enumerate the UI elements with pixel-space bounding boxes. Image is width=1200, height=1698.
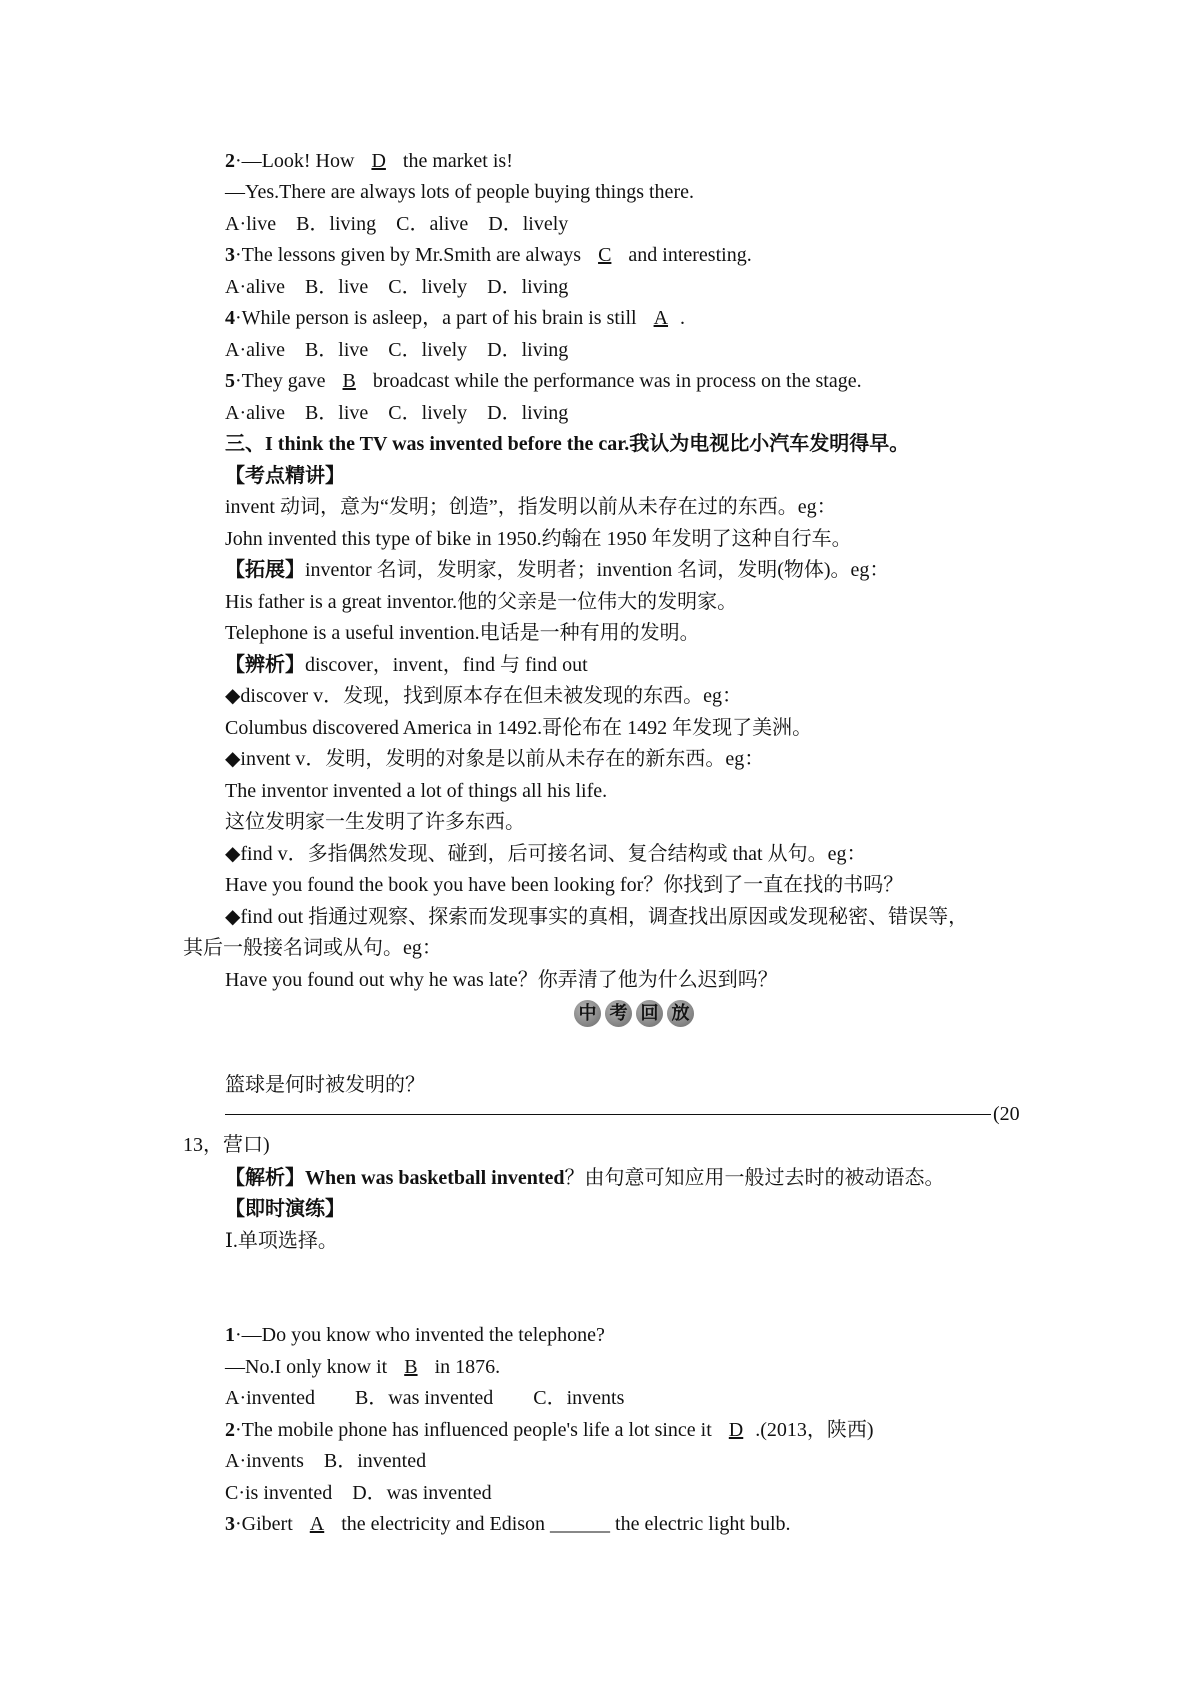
- text-line-q5o: [225, 398, 1030, 428]
- text-segment: 篮球是何时被发明的？: [225, 1074, 425, 1096]
- answer-line: [225, 1114, 991, 1115]
- text-line-p2o: [225, 1446, 1030, 1476]
- text-segment: 【解析】When was basketball invented: [225, 1167, 565, 1189]
- text-segment: Have you found out why he was late？你弄清了他为什么迟到吗？: [225, 969, 778, 991]
- text-segment: 3: [225, 1513, 235, 1535]
- text-segment: ·They gave: [235, 370, 331, 392]
- text-line-p1: [225, 1320, 1030, 1350]
- text-line-i2: [225, 776, 1030, 806]
- text-segment: 5: [225, 370, 235, 392]
- text-line-kd: [225, 461, 1030, 491]
- text-line-bx: [225, 650, 1030, 680]
- text-line-i1: [225, 744, 1030, 774]
- text-line-js: [225, 1194, 1030, 1224]
- answer-blank: D: [371, 150, 386, 172]
- answer-blank: A: [653, 307, 669, 329]
- text-line-p1o: [225, 1383, 1030, 1413]
- text-segment: broadcast while the performance was in process on the stage.: [367, 370, 862, 392]
- text-segment: C·is invented D．was invented: [225, 1482, 492, 1504]
- text-segment: A·alive B．live C．lively D．living: [225, 339, 569, 361]
- text-segment: A·alive B．live C．lively D．living: [225, 402, 569, 424]
- banner-char: 考: [605, 1000, 632, 1027]
- text-segment: ？由句意可知应用一般过去时的被动语态。: [564, 1167, 945, 1189]
- text-segment: discover，invent，find 与 find out: [305, 654, 588, 676]
- text-line-p2o2: [225, 1478, 1030, 1508]
- text-segment: 3: [225, 244, 235, 266]
- text-segment: John invented this type of bike in 1950.约翰在 1950 年发明了这种自行车。: [225, 528, 852, 550]
- text-line-q5: [225, 366, 1030, 396]
- text-line-q2o: [225, 209, 1030, 239]
- text-line-inv: [225, 492, 1030, 522]
- text-segment: 4: [225, 307, 235, 329]
- text-segment: ·The mobile phone has influenced people's life a lot since it: [235, 1419, 717, 1441]
- text-line-tz3: [225, 618, 1030, 648]
- text-line-h3: [225, 429, 1030, 459]
- text-segment: A·alive B．live C．lively D．living: [225, 276, 569, 298]
- text-line-d2: [225, 713, 1030, 743]
- text-line-p1b: [225, 1352, 1030, 1382]
- text-segment: .: [680, 307, 686, 329]
- banner-char: 回: [636, 1000, 663, 1027]
- text-line-q4o: [225, 335, 1030, 365]
- text-segment: 【辨析】: [225, 654, 305, 676]
- year-fragment: (20: [993, 1103, 1020, 1125]
- text-segment: Ⅰ.单项选择。: [225, 1230, 338, 1252]
- text-segment: 2: [225, 1419, 235, 1441]
- section-banner: [574, 1000, 694, 1030]
- text-segment: 13，营口): [183, 1134, 270, 1156]
- text-line-lq: [225, 1070, 1030, 1100]
- text-segment: invent 动词，意为“发明；创造”，指发明以前从未存在过的东西。eg：: [225, 496, 837, 518]
- text-line-q3o: [225, 272, 1030, 302]
- answer-blank: B: [342, 370, 356, 392]
- answer-blank: D: [728, 1419, 744, 1441]
- text-segment: ·—Look! How: [235, 150, 360, 172]
- text-line-q3: [225, 240, 1030, 270]
- text-segment: ·Gibert: [235, 1513, 298, 1535]
- text-segment: the market is!: [397, 150, 513, 172]
- text-line-q2b: [225, 177, 1030, 207]
- text-segment: —Yes.There are always lots of people buying things there.: [225, 181, 694, 203]
- text-segment: A·live B．living C．alive D．lively: [225, 213, 569, 235]
- text-segment: 这位发明家一生发明了许多东西。: [225, 811, 525, 833]
- text-line-dx: [225, 1226, 1030, 1256]
- answer-blank: B: [404, 1356, 418, 1378]
- text-line-q2: [225, 146, 1030, 176]
- text-segment: and interesting.: [623, 244, 752, 266]
- text-segment: 2: [225, 150, 235, 172]
- text-line-i3: [225, 807, 1030, 837]
- text-segment: 【考点精讲】: [225, 465, 345, 487]
- text-segment: .(2013，陕西): [755, 1419, 874, 1441]
- text-segment: 【即时演练】: [225, 1198, 345, 1220]
- text-segment: in 1876.: [429, 1356, 501, 1378]
- text-segment: A·invented B．was invented C．invents: [225, 1387, 625, 1409]
- text-segment: 【拓展】: [225, 559, 305, 581]
- text-segment: His father is a great inventor.他的父亲是一位伟大的发明家。: [225, 591, 738, 613]
- text-segment: inventor 名词，发明家，发明者；invention 名词，发明(物体)。eg：: [305, 559, 890, 581]
- text-line-fo1: [225, 902, 1030, 932]
- text-segment: Columbus discovered America in 1492.哥伦布在 1492 年发现了美洲。: [225, 717, 813, 739]
- text-segment: ·—Do you know who invented the telephone?: [235, 1324, 605, 1346]
- banner-char: 中: [574, 1000, 601, 1027]
- text-line-tz2: [225, 587, 1030, 617]
- text-line-p2: [225, 1415, 1030, 1445]
- text-segment: Have you found the book you have been looking for？你找到了一直在找的书吗？: [225, 874, 904, 896]
- text-segment: ◆discover v．发现，找到原本存在但未被发现的东西。eg：: [225, 685, 743, 707]
- text-segment: A·invents B．invented: [225, 1450, 427, 1472]
- text-segment: the electricity and Edison ______ the electric light bulb.: [336, 1513, 791, 1535]
- text-line-f2: [225, 870, 1030, 900]
- text-line-q4: [225, 303, 1030, 333]
- text-segment: 1: [225, 1324, 235, 1346]
- text-segment: ·While person is asleep，a part of his brain is still: [235, 307, 642, 329]
- text-line-tz: [225, 555, 1030, 585]
- text-segment: ·The lessons given by Mr.Smith are always: [235, 244, 587, 266]
- text-segment: 其后一般接名词或从句。eg：: [183, 937, 442, 959]
- text-segment: ◆invent v．发明，发明的对象是以前从未存在的新东西。eg：: [225, 748, 765, 770]
- text-segment: —No.I only know it: [225, 1356, 393, 1378]
- text-segment: ◆find out 指通过观察、探索而发现事实的真相，调查找出原因或发现秘密、错误等，: [225, 906, 969, 928]
- answer-blank: A: [309, 1513, 325, 1535]
- text-line-f1: [225, 839, 1030, 869]
- text-line-fo2: [183, 933, 1030, 963]
- text-line-d1: [225, 681, 1030, 711]
- text-line-jx: [225, 1163, 1030, 1193]
- text-line-fo3: [225, 965, 1030, 995]
- text-segment: The inventor invented a lot of things all his life.: [225, 780, 608, 802]
- text-segment: ◆find v．多指偶然发现、碰到，后可接名词、复合结构或 that 从句。eg：: [225, 843, 867, 865]
- text-line-inv2: [225, 524, 1030, 554]
- text-segment: Telephone is a useful invention.电话是一种有用的发明。: [225, 622, 700, 644]
- banner-char: 放: [667, 1000, 694, 1027]
- text-line-yr: [183, 1130, 1030, 1160]
- text-segment: 三、I think the TV was invented before the car.我认为电视比小汽车发明得早。: [225, 433, 910, 455]
- text-line-p3: [225, 1509, 1030, 1539]
- answer-blank: C: [598, 244, 612, 266]
